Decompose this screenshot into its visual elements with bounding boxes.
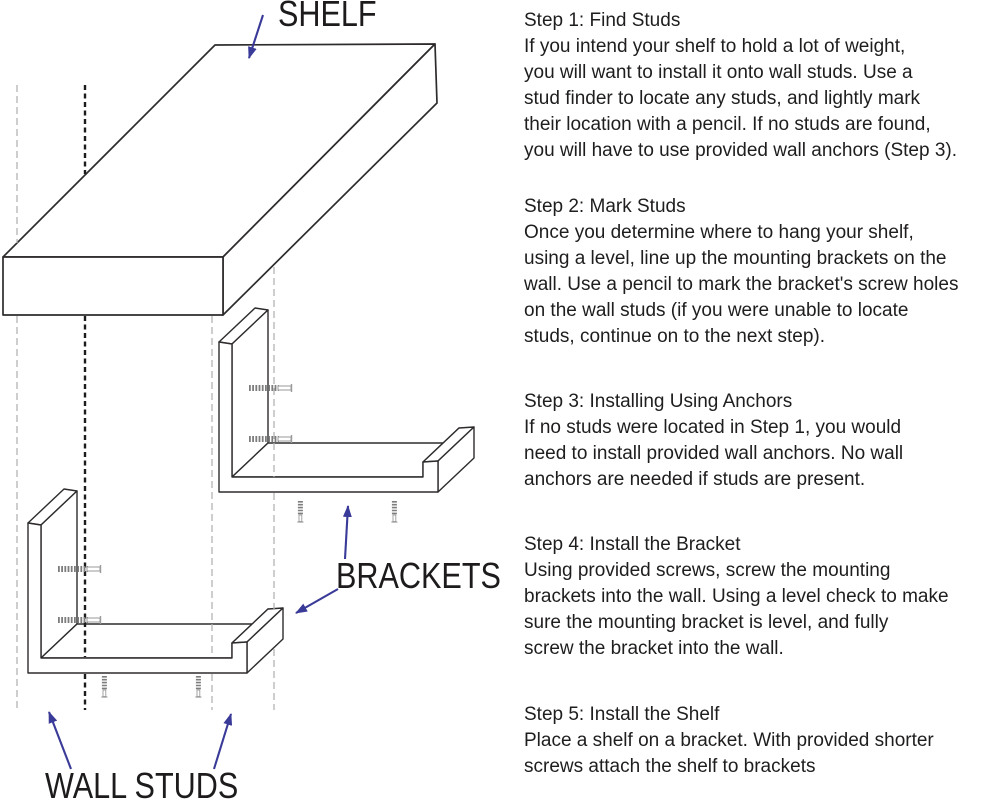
brackets-label: BRACKETS xyxy=(336,555,501,596)
step-text-line: wall. Use a pencil to mark the bracket's screw holes xyxy=(524,274,959,295)
step-text-line: stud finder to locate any studs, and lightly mark xyxy=(524,88,921,109)
step-text-line: Place a shelf on a bracket. With provided shorter xyxy=(524,730,934,751)
instruction-steps xyxy=(524,0,985,806)
step-heading: Step 2: Mark Studs xyxy=(524,196,686,217)
step-text-line: need to install provided wall anchors. No wall xyxy=(524,443,904,464)
step-text-line: screw the bracket into the wall. xyxy=(524,638,784,659)
step-text-line: their location with a pencil. If no studs are found, xyxy=(524,114,931,135)
step-1 xyxy=(524,8,957,164)
step-heading: Step 5: Install the Shelf xyxy=(524,704,720,725)
step-heading: Step 4: Install the Bracket xyxy=(524,534,741,555)
step-text-line: you will have to use provided wall anchors (Step 3). xyxy=(524,140,958,161)
shelf-screw xyxy=(391,501,397,522)
shelf-screw xyxy=(195,676,201,697)
wall-studs-label: WALL STUDS xyxy=(45,765,239,806)
brackets-arrow-down xyxy=(296,589,338,613)
step-text-line: you will want to install it onto wall studs. Use a xyxy=(524,62,913,83)
step-5 xyxy=(524,702,934,780)
shelf-front-face xyxy=(3,257,223,315)
step-text-line: studs, continue on to the next step). xyxy=(524,326,826,347)
step-text-line: sure the mounting bracket is level, and fully xyxy=(524,612,889,633)
step-text-line: If no studs were located in Step 1, you would xyxy=(524,417,902,438)
bracket-lower xyxy=(28,489,283,673)
step-text-line: screws attach the shelf to brackets xyxy=(524,756,816,777)
shelf-screw xyxy=(101,676,107,697)
bracket-upper xyxy=(219,308,474,492)
shelf-screw xyxy=(297,501,303,522)
step-3 xyxy=(524,389,903,493)
shelf-drawing xyxy=(3,44,437,315)
step-text-line: Once you determine where to hang your shelf, xyxy=(524,222,914,243)
step-heading: Step 3: Installing Using Anchors xyxy=(524,391,793,412)
wall-studs-arrow-right xyxy=(214,714,231,769)
step-text-line: brackets into the wall. Using a level check to make xyxy=(524,586,949,607)
shelf-label: SHELF xyxy=(278,0,377,34)
wall-studs-arrow-left xyxy=(49,712,71,769)
step-text-line: If you intend your shelf to hold a lot of weight, xyxy=(524,36,906,57)
step-4 xyxy=(524,532,949,662)
step-text-line: on the wall studs (if you were unable to locate xyxy=(524,300,909,321)
step-text-line: Using provided screws, screw the mounting xyxy=(524,560,891,581)
step-text-line: using a level, line up the mounting brackets on the xyxy=(524,248,947,269)
step-2 xyxy=(524,194,958,350)
step-heading: Step 1: Find Studs xyxy=(524,10,681,31)
step-text-line: anchors are needed if studs are present. xyxy=(524,469,866,490)
brackets-arrow-up xyxy=(345,506,348,559)
